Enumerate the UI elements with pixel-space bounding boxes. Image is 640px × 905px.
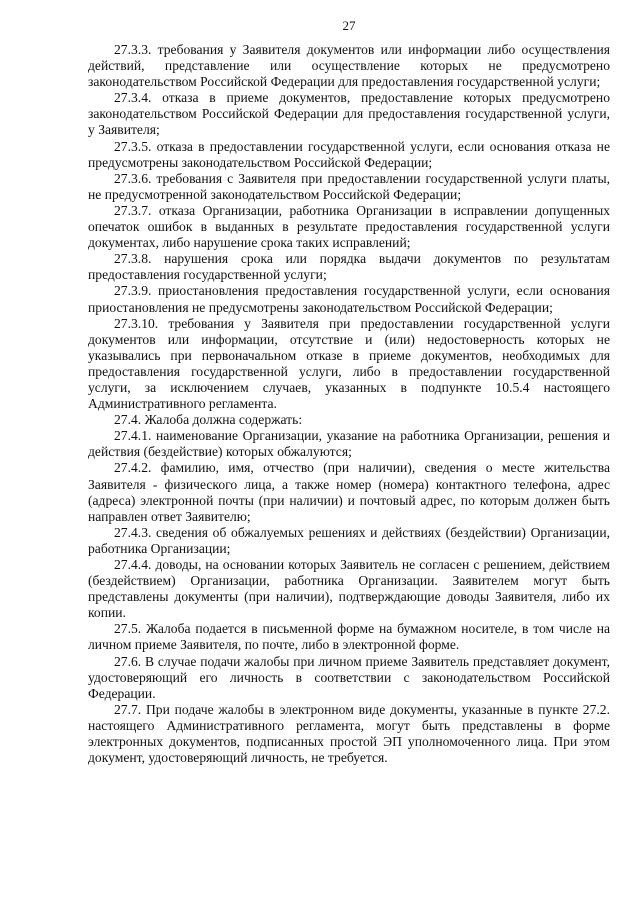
document-body: [88, 42, 610, 766]
paragraph-27-4-4: 27.4.4. доводы, на основании которых Заявитель не согласен с решением, действием (бездействием) Организации, работника Организации. Заявителем могут быть представлены документы (при наличии), подтверждающие доводы Заявителя, либо их копии.: [88, 557, 610, 621]
paragraph-27-3-9: 27.3.9. приостановления предоставления государственной услуги, если основания приостановления не предусмотрены законодательством Российской Федерации;: [88, 283, 610, 315]
paragraph-27-3-4: 27.3.4. отказа в приеме документов, предоставление которых предусмотрено законодательством Российской Федерации для предоставления государственной услуги, у Заявителя;: [88, 90, 610, 138]
paragraph-27-3-10: 27.3.10. требования у Заявителя при предоставлении государственной услуги документов или информации, отсутствие и (или) недостоверность которых не указывались при первоначальном отказе в приеме документов, необходимых для предоставления государственной услуги, либо в предоставлении государственной услуги, за исключением случаев, указанных в подпункте 10.5.4 настоящего Административного регламента.: [88, 315, 610, 412]
paragraph-27-3-6: 27.3.6. требования с Заявителя при предоставлении государственной услуги платы, не предусмотренной законодательством Российской Федерации;: [88, 170, 610, 202]
paragraph-27-4-1: 27.4.1. наименование Организации, указание на работника Организации, решения и действия (бездействие) которых обжалуются;: [88, 428, 610, 460]
paragraph-27-3-7: 27.3.7. отказа Организации, работника Организации в исправлении допущенных опечаток ошибок в выданных в результате предоставления государственной услуги документах, либо нарушение срока таких исправлений;: [88, 202, 610, 251]
paragraph-27-4-3: 27.4.3. сведения об обжалуемых решениях и действиях (бездействии) Организации, работника Организации;: [88, 524, 610, 556]
paragraph-27-7: 27.7. При подаче жалобы в электронном виде документы, указанные в пункте 27.2. настоящего Административного регламента, могут быть представлены в форме электронных документов, подписанных простой ЭП уполномоченного лица. При этом документ, удостоверяющий личность, не требуется.: [88, 701, 610, 766]
paragraph-27-6: 27.6. В случае подачи жалобы при личном приеме Заявитель представляет документ, удостоверяющий его личность в соответствии с законодательством Российской Федерации.: [88, 653, 610, 701]
paragraph-27-3-3: 27.3.3. требования у Заявителя документов или информации либо осуществления действий, представление или осуществление которых не предусмотрено законодательством Российской Федерации для предоставления государственной услуги;: [88, 42, 610, 90]
paragraph-27-3-5: 27.3.5. отказа в предоставлении государственной услуги, если основания отказа не предусмотрены законодательством Российской Федерации;: [88, 138, 610, 170]
paragraph-27-4-2: 27.4.2. фамилию, имя, отчество (при наличии), сведения о месте жительства Заявителя - физического лица, а также номер (номера) контактного телефона, адрес (адреса) электронной почты (при наличии) и почтовый адрес, по которым должен быть направлен ответ Заявителю;: [88, 460, 610, 524]
paragraph-27-3-8: 27.3.8. нарушения срока или порядка выдачи документов по результатам предоставления государственной услуги;: [88, 251, 610, 283]
paragraph-27-5: 27.5. Жалоба подается в письменной форме на бумажном носителе, в том числе на личном приеме Заявителя, по почте, либо в электронной форме.: [88, 621, 610, 653]
paragraph-27-4: 27.4. Жалоба должна содержать:: [114, 412, 303, 428]
page-number: 27: [342, 18, 356, 33]
